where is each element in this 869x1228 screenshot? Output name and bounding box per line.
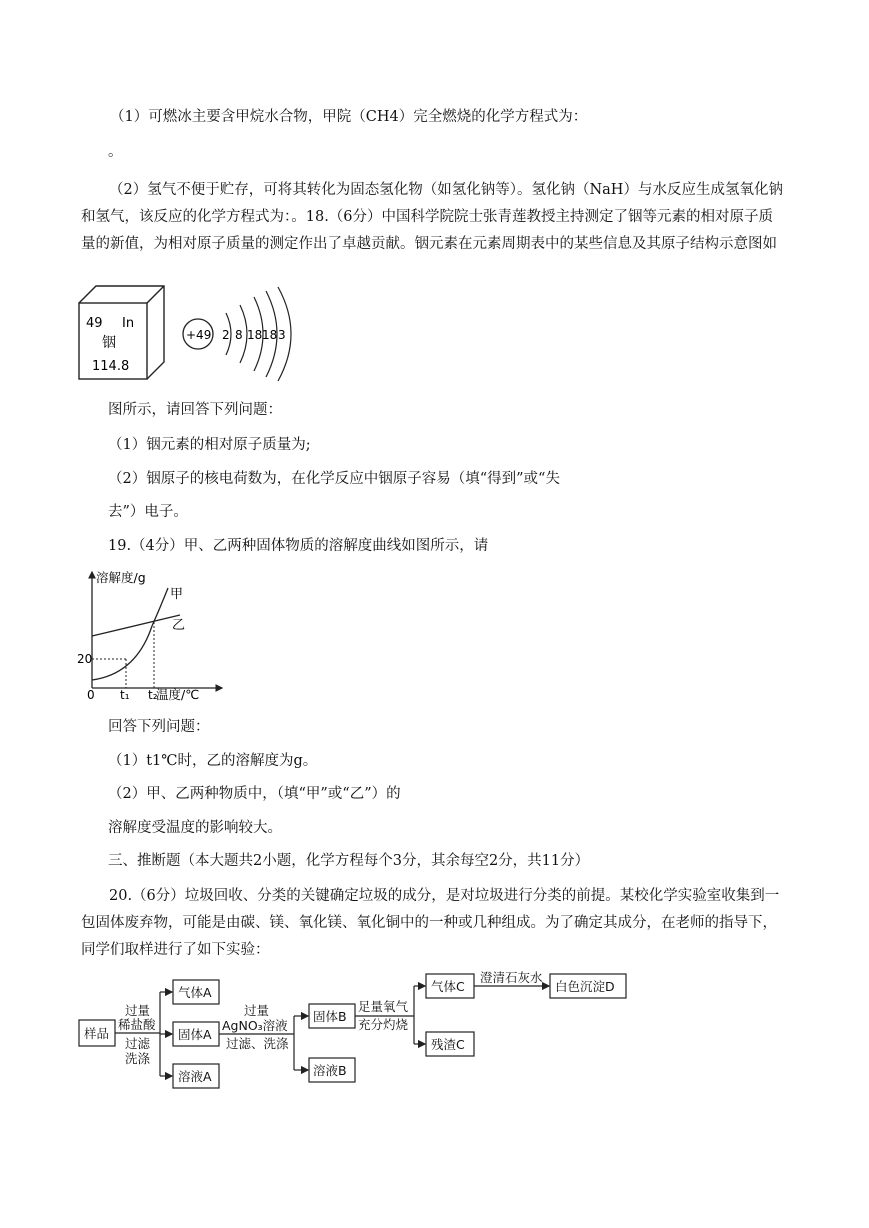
series-jia-label: 甲 <box>170 587 184 602</box>
q19-sub2-cont: 溶解度受温度的影响较大。 <box>108 820 282 836</box>
element-name: 铟 <box>102 335 116 351</box>
q19-sub1: （1）t1℃时，乙的溶解度为g。 <box>108 753 318 769</box>
q19-intro: 19.（4分）甲、乙两种固体物质的溶解度曲线如图所示，请 <box>108 538 489 554</box>
flow-residueC: 残渣C <box>431 1037 465 1052</box>
element-mass: 114.8 <box>92 359 130 374</box>
x-axis-label: 温度/℃ <box>156 687 200 702</box>
flow-step1-mid: 稀盐酸 <box>118 1017 156 1032</box>
flow-step2-bot: 过滤、洗涤 <box>226 1036 289 1051</box>
flow-step1-top: 过量 <box>125 1003 151 1018</box>
nucleus-charge: +49 <box>186 328 212 342</box>
flow-sample: 样品 <box>84 1026 110 1041</box>
flow-step2-reagent: AgNO₃溶液 <box>222 1018 288 1033</box>
x-tick-t1: t₁ <box>120 688 130 702</box>
flow-step3-top: 足量氧气 <box>358 999 409 1014</box>
flow-solidA: 固体A <box>178 1027 212 1042</box>
shell-3: 18 <box>247 328 263 342</box>
q17-part2-and-q18-intro: （2）氢气不便于贮存，可将其转化为固态氢化物（如氢化钠等）。氢化钠（NaH）与水反应生成氢氧化钠和氢气，该反应的化学方程式为：。18.（6分）中国科学院院士张青莲教授主持测定了铟等元素的相对原子质量的新值，为相对原子质量的测定作出了卓越贡献。铟元素在元素周期表中的某些信息及其原子结构示意图如 <box>81 182 783 252</box>
element-number: 49 <box>86 316 103 331</box>
element-symbol: In <box>122 316 135 331</box>
q18-intro-end: 图所示，请回答下列问题： <box>108 402 282 418</box>
q18-sub1: （1）铟元素的相对原子质量为; <box>108 437 311 453</box>
flow-step4: 澄清石灰水 <box>480 970 543 985</box>
q19-sub2: （2）甲、乙两种物质中，（填“甲”或“乙”）的 <box>108 786 401 802</box>
flow-gasA: 气体A <box>178 985 212 1000</box>
shell-4: 18 <box>262 328 278 342</box>
flow-solnB: 溶液B <box>313 1063 347 1078</box>
q20-text: 20.（6分）垃圾回收、分类的关键确定垃圾的成分，是对垃圾进行分类的前提。某校化学实验室收集到一包固体废弃物，可能是由碳、镁、氧化镁、氧化铜中的一种或几种组成。为了确定其成分，在老师的指导下，同学们取样进行了如下实验： <box>81 888 780 958</box>
experiment-flowchart <box>76 966 636 1096</box>
y-axis-label: 溶解度/g <box>96 570 146 585</box>
flow-step1-bot2: 洗涤 <box>125 1051 151 1066</box>
flow-solnA: 溶液A <box>178 1069 212 1084</box>
y-tick-20: 20 <box>77 652 93 666</box>
q17-part1: （1）可燃冰主要含甲烷水合物，甲院（CH4）完全燃烧的化学方程式为： <box>110 109 588 125</box>
x-tick-t2: t₂ <box>148 688 158 702</box>
section-3-heading: 三、推断题（本大题共2小题，化学方程每个3分，其余每空2分，共11分） <box>108 853 590 869</box>
indium-figure <box>76 283 306 383</box>
origin-label: 0 <box>87 688 95 702</box>
flow-gasC: 气体C <box>431 979 465 994</box>
shell-2: 8 <box>235 328 243 342</box>
solubility-chart <box>76 566 226 702</box>
q19-answer-intro: 回答下列问题： <box>108 719 210 735</box>
series-yi-label: 乙 <box>172 618 186 633</box>
q18-sub2-cont: 去”）电子。 <box>108 504 188 520</box>
shell-1: 2 <box>222 328 230 342</box>
series-jia-curve <box>92 588 168 680</box>
q18-sub2: （2）铟原子的核电荷数为，在化学反应中铟原子容易（填“得到”或“失 <box>108 471 560 487</box>
shell-5: 3 <box>278 328 286 342</box>
flow-step3-bot: 充分灼烧 <box>358 1017 409 1032</box>
flow-precipD: 白色沉淀D <box>555 979 615 994</box>
flow-step1-bot1: 过滤 <box>125 1036 151 1051</box>
q17-part1-end: 。 <box>108 144 123 160</box>
flow-solidB: 固体B <box>313 1009 347 1024</box>
flow-step2-top: 过量 <box>244 1003 270 1018</box>
series-yi-line <box>92 615 180 636</box>
